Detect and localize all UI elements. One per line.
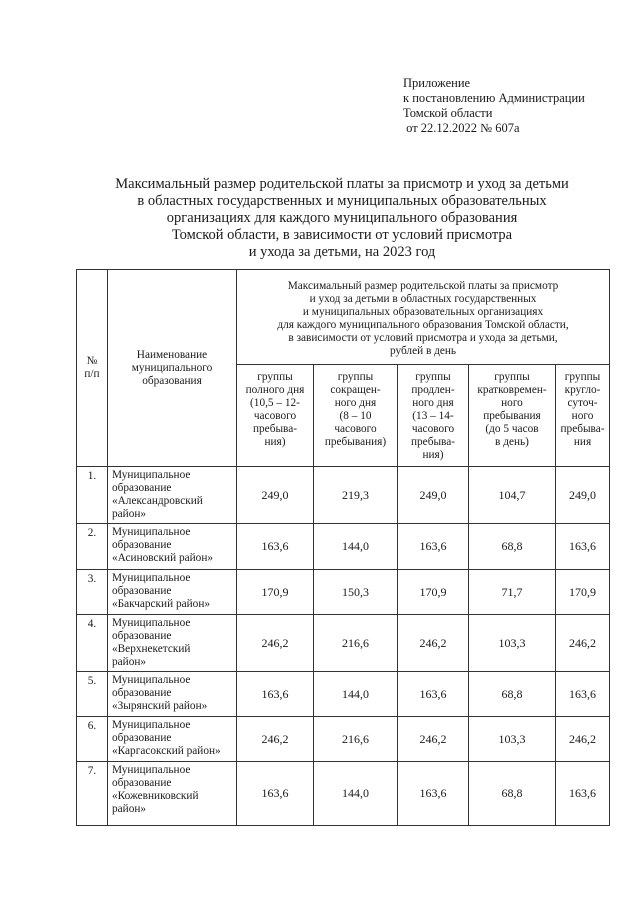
table-row xyxy=(77,717,610,762)
fee-full-day: 170,9 xyxy=(237,570,314,615)
table-row xyxy=(77,524,610,570)
table-row xyxy=(77,615,610,672)
fee-short-stay: 68,8 xyxy=(469,762,556,826)
appendix-line: Приложение xyxy=(403,76,471,90)
header-name: Наименование муниципального образования xyxy=(108,270,237,467)
municipality-name: Муниципальное образование «Асиновский район» xyxy=(108,524,237,570)
table-row xyxy=(77,570,610,615)
header-row xyxy=(77,270,610,365)
fee-short-stay: 103,3 xyxy=(469,615,556,672)
municipality-name: Муниципальное образование «Верхнекетский район» xyxy=(108,615,237,672)
fee-short-stay: 68,8 xyxy=(469,672,556,717)
header-num: № п/п xyxy=(77,270,108,467)
fee-short-day: 144,0 xyxy=(314,762,398,826)
municipality-name: Муниципальное образование «Кожевниковский район» xyxy=(108,762,237,826)
fee-full-day: 246,2 xyxy=(237,717,314,762)
fee-round-the-clock: 163,6 xyxy=(556,672,610,717)
row-number: 2. xyxy=(77,524,108,570)
fee-short-day: 144,0 xyxy=(314,524,398,570)
fee-full-day: 163,6 xyxy=(237,672,314,717)
fee-full-day: 163,6 xyxy=(237,524,314,570)
fee-short-stay: 68,8 xyxy=(469,524,556,570)
row-number: 1. xyxy=(77,467,108,524)
table-row xyxy=(77,467,610,524)
title-line: в областных государственных и муниципальных образовательных xyxy=(137,193,547,209)
header-group-short-day: группы сокращен- ного дня (8 – 10 часового пребывания) xyxy=(314,365,398,467)
title-line: и ухода за детьми, на 2023 год xyxy=(248,244,436,260)
fee-extended-day: 249,0 xyxy=(398,467,469,524)
header-group-extended-day: группы продлен- ного дня (13 – 14- часового пребыва- ния) xyxy=(398,365,469,467)
appendix-line: Томской области xyxy=(403,106,493,120)
fee-short-stay: 103,3 xyxy=(469,717,556,762)
row-number: 4. xyxy=(77,615,108,672)
row-number: 6. xyxy=(77,717,108,762)
fee-full-day: 249,0 xyxy=(237,467,314,524)
fee-short-stay: 71,7 xyxy=(469,570,556,615)
fee-round-the-clock: 246,2 xyxy=(556,615,610,672)
appendix-block xyxy=(403,76,633,136)
fee-round-the-clock: 170,9 xyxy=(556,570,610,615)
municipality-name: Муниципальное образование «Бакчарский район» xyxy=(108,570,237,615)
fee-round-the-clock: 163,6 xyxy=(556,524,610,570)
table-row xyxy=(77,762,610,826)
title-line: Максимальный размер родительской платы за присмотр и уход за детьми xyxy=(115,176,569,192)
fee-full-day: 246,2 xyxy=(237,615,314,672)
row-number: 5. xyxy=(77,672,108,717)
fee-round-the-clock: 249,0 xyxy=(556,467,610,524)
fee-extended-day: 246,2 xyxy=(398,615,469,672)
appendix-line: от 22.12.2022 № 607а xyxy=(403,121,520,135)
header-group-short-stay: группы кратковремен- ного пребывания (до 5 часов в день) xyxy=(469,365,556,467)
row-number: 3. xyxy=(77,570,108,615)
fee-round-the-clock: 246,2 xyxy=(556,717,610,762)
fee-short-day: 219,3 xyxy=(314,467,398,524)
fee-short-day: 216,6 xyxy=(314,717,398,762)
document-title xyxy=(60,176,624,261)
fee-extended-day: 246,2 xyxy=(398,717,469,762)
fee-table xyxy=(76,269,610,826)
fee-short-day: 150,3 xyxy=(314,570,398,615)
title-line: организациях для каждого муниципального образования xyxy=(166,210,518,226)
header-group-round-the-clock: группы кругло- суточ- ного пребыва- ния xyxy=(556,365,610,467)
header-main: Максимальный размер родительской платы за присмотр и уход за детьми в областных государственных и муниципальных образовательных организациях для каждого муниципального образования Томской области, в зависимости от условий присмотра и ухода за детьми, рублей в день xyxy=(237,270,610,365)
fee-full-day: 163,6 xyxy=(237,762,314,826)
fee-extended-day: 163,6 xyxy=(398,762,469,826)
municipality-name: Муниципальное образование «Александровский район» xyxy=(108,467,237,524)
fee-short-stay: 104,7 xyxy=(469,467,556,524)
appendix-line: к постановлению Администрации xyxy=(403,91,585,105)
table-row xyxy=(77,672,610,717)
header-group-full-day: группы полного дня (10,5 – 12- часового пребыва- ния) xyxy=(237,365,314,467)
fee-extended-day: 163,6 xyxy=(398,672,469,717)
row-number: 7. xyxy=(77,762,108,826)
title-line: Томской области, в зависимости от условий присмотра xyxy=(171,227,513,243)
fee-extended-day: 170,9 xyxy=(398,570,469,615)
fee-short-day: 144,0 xyxy=(314,672,398,717)
fee-short-day: 216,6 xyxy=(314,615,398,672)
fee-extended-day: 163,6 xyxy=(398,524,469,570)
municipality-name: Муниципальное образование «Зырянский район» xyxy=(108,672,237,717)
fee-round-the-clock: 163,6 xyxy=(556,762,610,826)
municipality-name: Муниципальное образование «Каргасокский район» xyxy=(108,717,237,762)
